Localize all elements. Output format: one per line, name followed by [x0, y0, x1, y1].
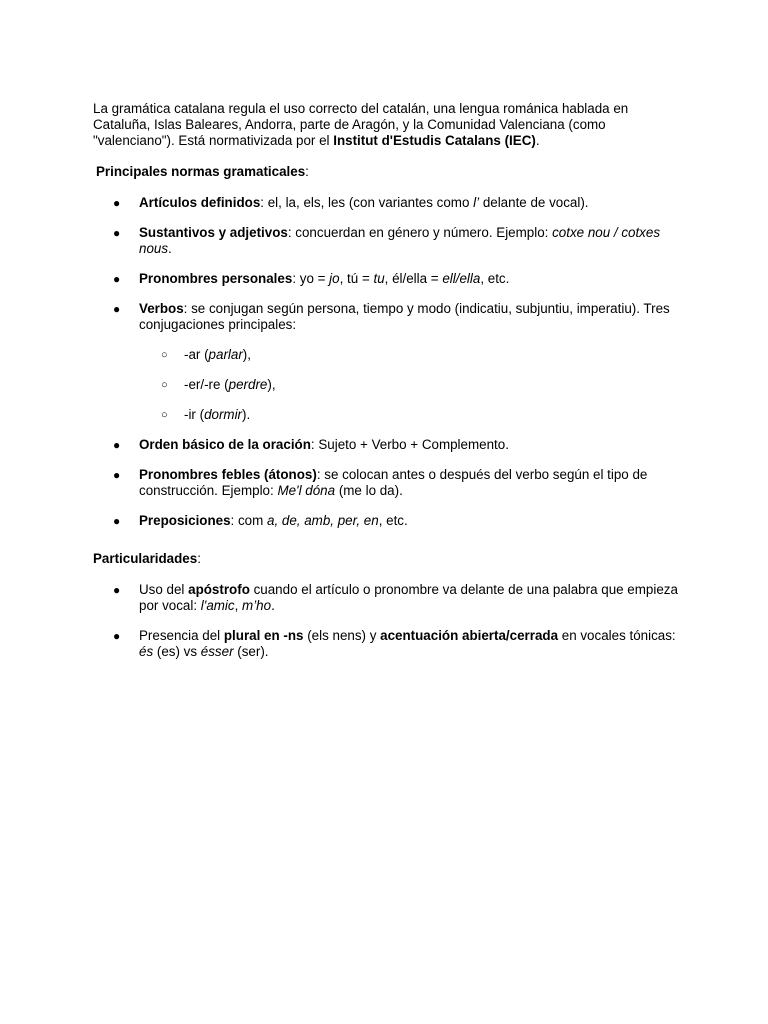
section-heading-particularities: [93, 551, 683, 567]
item-text: , etc.: [378, 513, 408, 528]
item-text: : se colocan antes o después del verbo según el tipo de construcción. Ejemplo:: [139, 467, 648, 498]
item-text: -ir (: [184, 407, 205, 422]
intro-paragraph: [93, 101, 683, 149]
item-text: delante de vocal).: [479, 195, 589, 210]
list-item: [93, 513, 683, 529]
item-text: : el, la, els, les (con variantes como: [260, 195, 474, 210]
item-term: Verbos: [139, 301, 184, 316]
item-example: l'amic: [200, 598, 235, 613]
heading-text: Principales normas gramaticales: [96, 164, 306, 179]
item-text: .: [168, 241, 172, 256]
list-item: [93, 195, 683, 211]
item-example: ésser: [200, 644, 234, 659]
item-text: Presencia del: [139, 628, 224, 643]
sub-list-item: [139, 377, 683, 393]
heading-text: Particularidades: [93, 551, 198, 566]
item-term: Artículos definidos: [139, 195, 261, 210]
intro-iec: Institut d'Estudis Catalans (IEC): [333, 133, 536, 148]
item-example: és: [139, 644, 154, 659]
item-example: cotxe nou / cotxes nous: [139, 225, 661, 256]
rules-list: [93, 195, 683, 529]
item-text: cuando el artículo o pronombre va delante de una palabra que empieza por vocal:: [139, 582, 678, 613]
item-text: ,: [234, 598, 243, 613]
item-text: , él/ella =: [384, 271, 443, 286]
item-text: -er/-re (: [184, 377, 229, 392]
item-example: Me'l dóna: [277, 483, 336, 498]
particularities-list: [93, 582, 683, 660]
item-term: Sustantivos y adjetivos: [139, 225, 288, 240]
item-term: Orden básico de la oración: [139, 437, 311, 452]
item-text: : se conjugan según persona, tiempo y modo (indicatiu, subjuntiu, imperatiu). Tres conjugaciones principales:: [139, 301, 670, 332]
item-example: l’: [473, 195, 480, 210]
item-example: jo: [329, 271, 340, 286]
list-item: [93, 271, 683, 287]
item-text: (me lo da).: [335, 483, 403, 498]
item-example: m’ho: [242, 598, 272, 613]
item-term: plural en -ns: [223, 628, 304, 643]
item-text: ),: [267, 377, 276, 392]
intro-end: .: [535, 133, 540, 148]
item-example: dormir: [204, 407, 243, 422]
intro-text: La gramática catalana regula el uso correcto del catalán, una lengua románica hablada en Cataluña, Islas Baleares, Andorra, parte de Aragón, y la Comunidad Valenciana (como "valenciano"). Está normativizada por el: [93, 101, 629, 148]
item-text: ).: [242, 407, 251, 422]
item-term: apóstrofo: [188, 582, 250, 597]
item-example: tu: [373, 271, 385, 286]
item-example: parlar: [208, 347, 243, 362]
list-item: [93, 467, 683, 499]
item-text: (ser).: [233, 644, 269, 659]
document-page: [93, 101, 683, 674]
item-text: : com: [230, 513, 268, 528]
heading-colon: :: [305, 164, 309, 179]
item-text: , etc.: [480, 271, 510, 286]
item-term: Pronombres febles (átonos): [139, 467, 317, 482]
heading-colon: :: [197, 551, 201, 566]
item-term: acentuación abierta/cerrada: [380, 628, 559, 643]
sub-list-item: [139, 407, 683, 423]
conjugations-list: [139, 347, 683, 423]
item-example: ell/ella: [442, 271, 481, 286]
item-text: : concuerdan en género y número. Ejemplo:: [287, 225, 553, 240]
list-item: [93, 582, 683, 614]
item-text: -ar (: [184, 347, 209, 362]
list-item: [93, 301, 683, 423]
sub-list-item: [139, 347, 683, 363]
item-term: Pronombres personales: [139, 271, 293, 286]
list-item: [93, 225, 683, 257]
item-text: , tú =: [339, 271, 374, 286]
item-term: Preposiciones: [139, 513, 231, 528]
item-text: Uso del: [139, 582, 189, 597]
list-item: [93, 628, 683, 660]
item-text: .: [271, 598, 275, 613]
item-text: (els nens) y: [303, 628, 381, 643]
item-text: : yo =: [292, 271, 330, 286]
item-example: perdre: [228, 377, 268, 392]
item-text: : Sujeto + Verbo + Complemento.: [310, 437, 509, 452]
item-example: a, de, amb, per, en: [267, 513, 379, 528]
item-text: (es) vs: [153, 644, 201, 659]
item-text: en vocales tónicas:: [558, 628, 676, 643]
section-heading-rules: [93, 164, 683, 180]
item-text: ),: [242, 347, 251, 362]
list-item: [93, 437, 683, 453]
